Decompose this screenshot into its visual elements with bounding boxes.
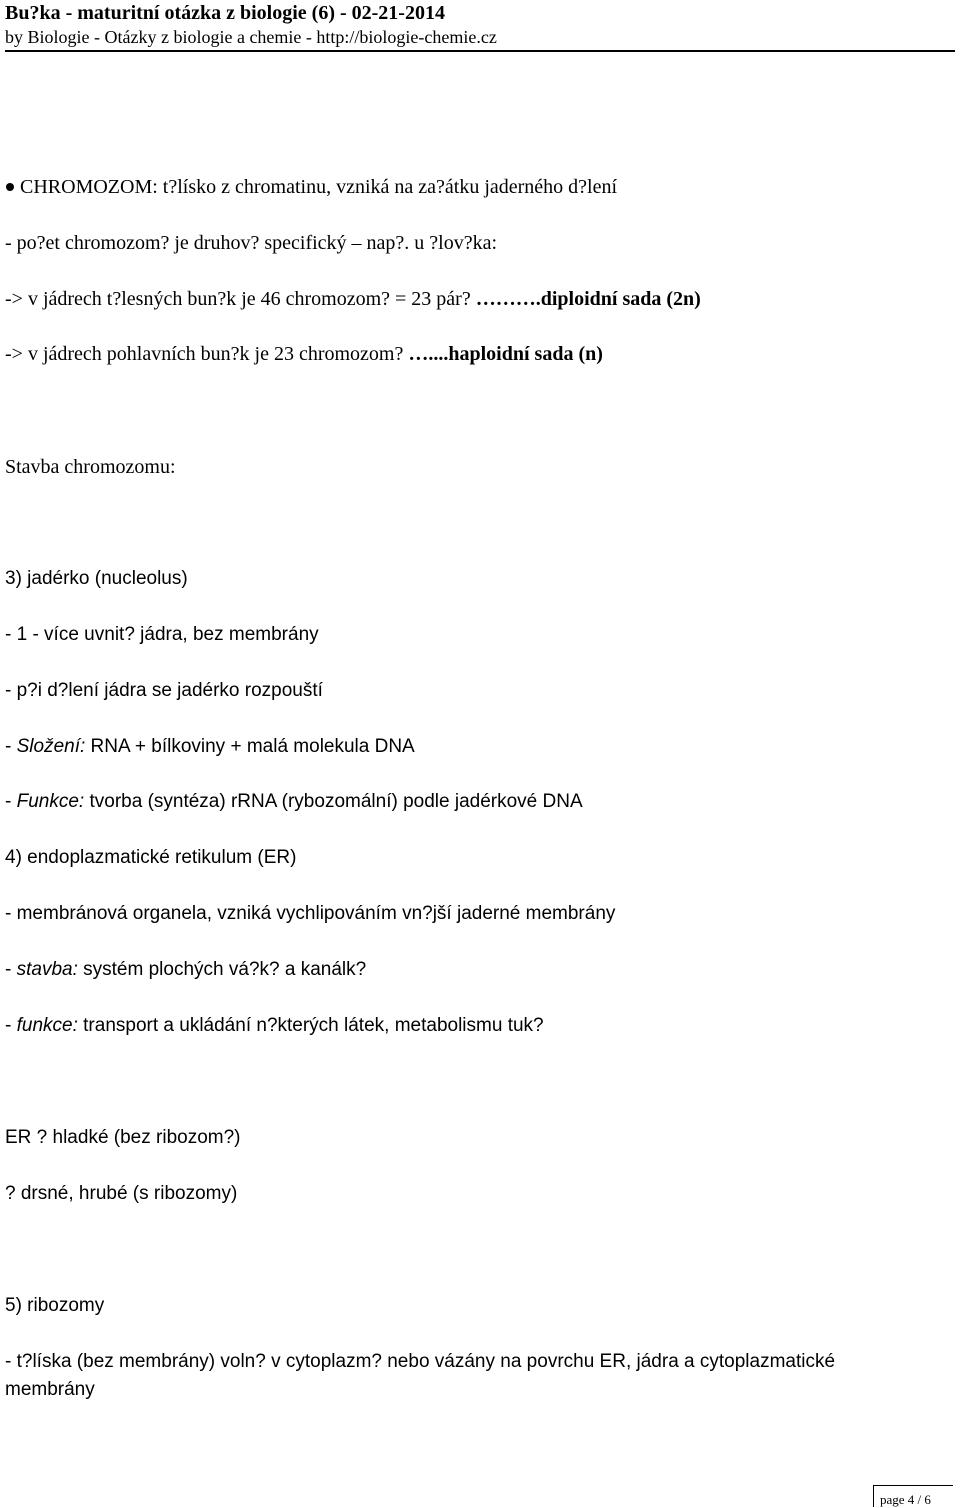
bullet-icon (6, 183, 14, 191)
er-funkce-text: transport a ukládání n?kterých látek, metabolismu tuk? (77, 1015, 544, 1036)
funkce-text: tvorba (syntéza) rRNA (rybozomální) podle jadérkové DNA (84, 791, 583, 812)
er-stavba-text: systém plochých vá?k? a kanálk? (77, 959, 367, 980)
document-header (5, 0, 955, 50)
ribozomy-heading: 5) ribozomy (5, 1295, 105, 1316)
er-stavba (5, 958, 366, 982)
slozeni-text: RNA + bílkoviny + malá molekula DNA (85, 736, 415, 757)
er-heading: 4) endoplazmatické retikulum (ER) (5, 847, 297, 868)
stavba-heading: Stavba chromozomu: (5, 456, 176, 478)
er-stavba-prefix: - (5, 959, 17, 980)
er-funkce-label: funkce: (16, 1015, 78, 1036)
chromozom-line-2-text: -> v jádrech t?lesných bun?k je 46 chromozom? = 23 pár? (5, 288, 476, 310)
diploid-label: ……….diploidní sada (2n) (475, 288, 701, 310)
jaderko-funkce (5, 790, 583, 814)
ribozomy-line-2: membrány (5, 1379, 95, 1400)
chromozom-line-3 (5, 342, 603, 366)
er-funkce-prefix: - (5, 1015, 17, 1036)
chromozom-bullet: CHROMOZOM: t?lísko z chromatinu, vzniká na za?átku jaderného d?lení (20, 176, 618, 198)
slozeni-prefix: - (5, 736, 17, 757)
document-title: Bu?ka - maturitní otázka z biologie (6) - 02-21-2014 (5, 2, 445, 24)
chromozom-line-1: - po?et chromozom? je druhov? specifický – nap?. u ?lov?ka: (5, 232, 498, 254)
jaderko-slozeni (5, 735, 415, 759)
er-drsne: ? drsné, hrubé (s ribozomy) (5, 1183, 238, 1204)
funkce-label: Funkce: (16, 791, 85, 812)
haploid-label: …....haploidní sada (n) (408, 343, 603, 365)
jaderko-line-2: - p?i d?lení jádra se jadérko rozpouští (5, 680, 323, 701)
jaderko-line-1: - 1 - více uvnit? jádra, bez membrány (5, 624, 319, 645)
er-line-1: - membránová organela, vzniká vychlipováním vn?jší jaderné membrány (5, 903, 616, 924)
er-funkce (5, 1014, 544, 1038)
chromozom-line-2 (5, 287, 701, 311)
er-hladke: ER ? hladké (bez ribozom?) (5, 1127, 241, 1148)
er-stavba-label: stavba: (16, 959, 78, 980)
ribozomy-line-1: - t?líska (bez membrány) voln? v cytoplazm? nebo vázány na povrchu ER, jádra a cytoplazmatické (5, 1351, 836, 1372)
funkce-prefix: - (5, 791, 17, 812)
page-number: page 4 / 6 (873, 1485, 953, 1507)
slozeni-label: Složení: (16, 736, 86, 757)
jaderko-heading: 3) jadérko (nucleolus) (5, 568, 188, 589)
header-divider (5, 50, 955, 52)
chromozom-line-3-text: -> v jádrech pohlavních bun?k je 23 chromozom? (5, 343, 409, 365)
document-subtitle: by Biologie - Otázky z biologie a chemie - http://biologie-chemie.cz (5, 27, 497, 47)
